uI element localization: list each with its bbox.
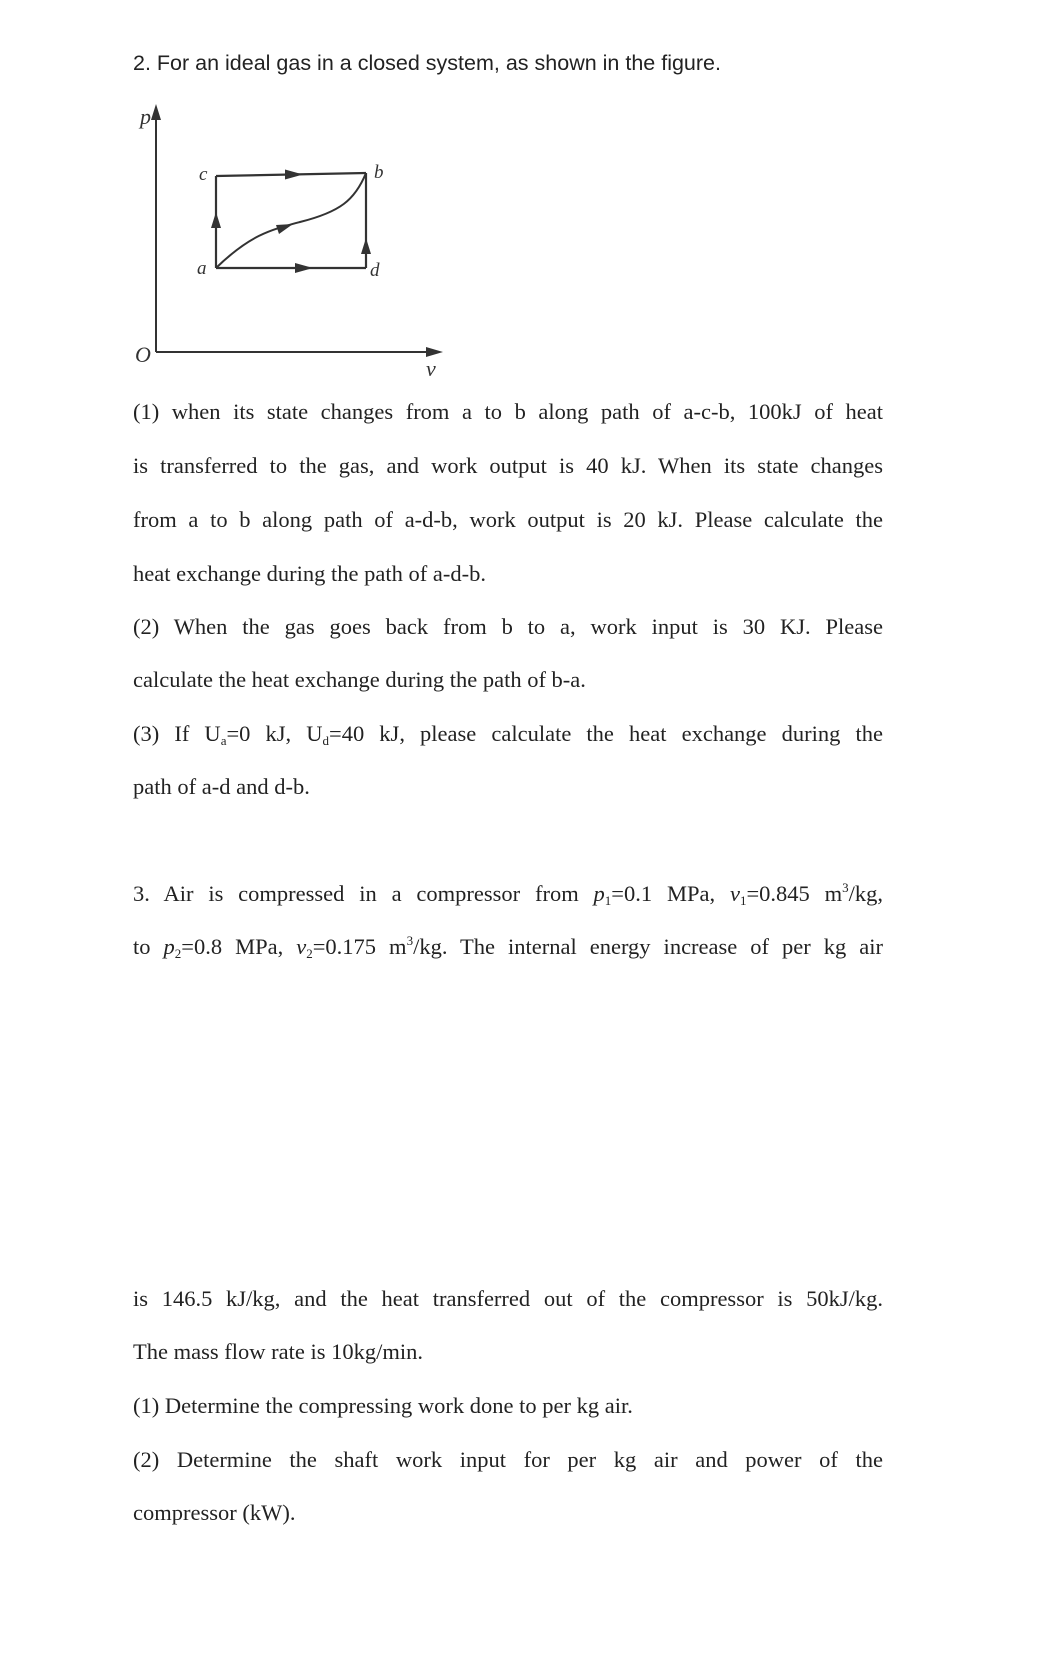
axis-p-label: p xyxy=(140,104,151,129)
problem-3-part-2-line-2: compressor (kW). xyxy=(133,1500,296,1525)
subscript-a: a xyxy=(220,733,227,748)
problem-3-part-1: (1) Determine the compressing work done to per kg air. xyxy=(133,1393,633,1418)
arrow-up-a-c-icon xyxy=(211,212,221,228)
problem-2-part-1-line-2: is transferred to the gas, and work output is 40 kJ. When its state changes xyxy=(133,453,883,478)
problem-3-line-2: to $p_2=0.8$ MPa, $v_2=0.175$ $m^3/kg$. The internal energy increase of per kg air xyxy=(133,933,883,961)
problem-3-part-2-line-1: (2) Determine the shaft work input for per kg air and power of the xyxy=(133,1447,883,1472)
problem-2-part-1-line-4: heat exchange during the path of a-d-b. xyxy=(133,561,486,586)
problem-2-part-1-line-1: (1) when its state changes from a to b along path of a-c-b, 100kJ of heat xyxy=(133,399,883,424)
point-a-label: a xyxy=(197,258,207,279)
axis-v-label: v xyxy=(426,356,436,381)
problem-2-part-3-line-2: path of a-d and d-b. xyxy=(133,774,310,799)
path-a-b-curve xyxy=(216,173,366,268)
problem-3-line-4: The mass flow rate is 10kg/min. xyxy=(133,1339,423,1364)
origin-label: O xyxy=(135,342,151,367)
p-axis-arrow-icon xyxy=(151,104,161,120)
problem-3-line-1: 3. Air is compressed in a compressor from $p_1=0.1$ MPa, $v_1=0.845$ $m^3/kg$, xyxy=(133,880,883,908)
problem-2-part-2-line-2: calculate the heat exchange during the path of b-a. xyxy=(133,667,586,692)
problem-2-part-3-line-1: (3) If $U_a=0$ kJ, $U_d=40$ kJ, please calculate the heat exchange during the xyxy=(133,721,883,748)
point-b-label: b xyxy=(374,162,384,183)
point-c-label: c xyxy=(199,164,208,185)
subscript-d: d xyxy=(322,733,330,748)
problem-2-part-2-line-1: (2) When the gas goes back from b to a, work input is 30 KJ. Please xyxy=(133,614,883,639)
problem-3-line-3: is 146.5 kJ/kg, and the heat transferred out of the compressor is 50kJ/kg. xyxy=(133,1286,883,1311)
problem-2-heading: 2. For an ideal gas in a closed system, as shown in the figure. xyxy=(133,51,721,75)
point-d-label: d xyxy=(370,260,380,281)
arrow-right-c-b-icon xyxy=(285,170,303,180)
arrow-curve-icon xyxy=(276,224,293,234)
arrow-right-a-d-icon xyxy=(295,263,313,273)
pv-diagram xyxy=(130,100,490,400)
arrow-up-d-b-icon xyxy=(361,238,371,254)
problem-2-part-1-line-3: from a to b along path of a-d-b, work output is 20 kJ. Please calculate the xyxy=(133,507,883,532)
